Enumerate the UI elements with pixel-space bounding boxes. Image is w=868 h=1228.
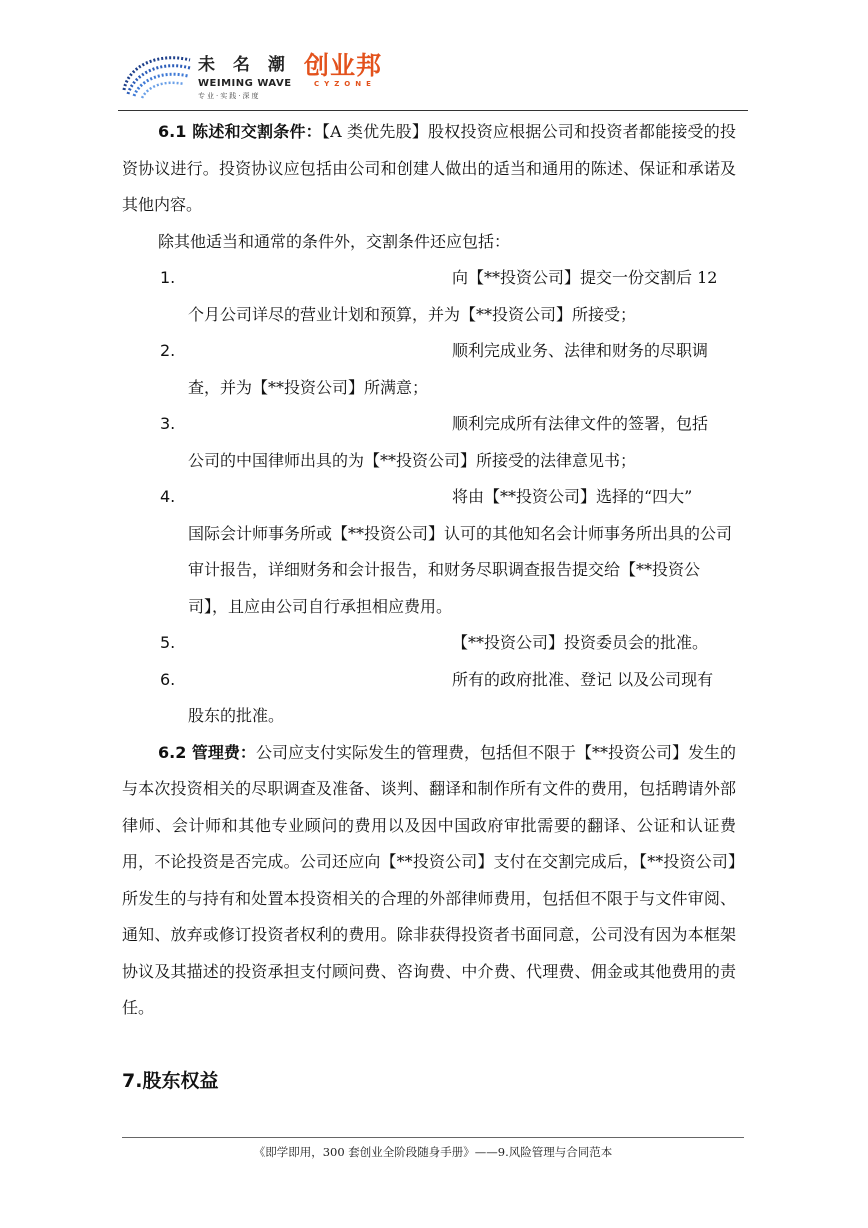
item-number: 6. [160, 669, 176, 689]
page-footer: 《即学即用，300 套创业全阶段随身手册》——9.风险管理与合同范本 [122, 1137, 744, 1160]
item-number: 3. [160, 414, 176, 433]
weiming-en: WEIMING WAVE [198, 78, 292, 89]
item-rest: 公司的中国律师出具的为【**投资公司】所接受的法律意见书； [188, 450, 637, 470]
section-7-heading: 7.股东权益 [122, 1070, 219, 1092]
list-item [122, 662, 736, 735]
item-first-line: 向【**投资公司】提交一份交割后 12 [452, 268, 718, 287]
section-6-1-label: 6.1 陈述和交割条件： [158, 122, 322, 141]
weiming-wave-wordmark [198, 50, 298, 101]
item-first-line: 【**投资公司】投资委员会的批准。 [452, 633, 709, 652]
cyzone-en: CYZONE [314, 80, 376, 88]
cyzone-cn: 创业邦 [304, 51, 383, 80]
section-6-2-label: 6.2 管理费： [158, 742, 256, 762]
item-first-line: 将由【**投资公司】选择的“四大” [452, 487, 693, 506]
item-rest: 个月公司详尽的营业计划和预算，并为【**投资公司】所接受； [188, 304, 637, 324]
document-body [122, 114, 736, 1027]
item-first-line: 所有的政府批准、登记 以及公司现有 [452, 669, 714, 689]
weiming-slogan: 专业·实践·深度 [198, 92, 261, 100]
list-item [122, 406, 736, 479]
item-rest: 查，并为【**投资公司】所满意； [188, 377, 429, 397]
item-number: 4. [160, 487, 176, 506]
cyzone-logo [304, 52, 382, 88]
list-item [122, 260, 736, 333]
item-number: 1. [160, 268, 176, 287]
item-number: 2. [160, 341, 176, 360]
section-6-1 [122, 114, 736, 224]
list-item [122, 625, 736, 662]
item-first-line: 顺利完成所有法律文件的签署，包括 [452, 414, 709, 433]
section-6-1-text: 【A 类优先股】股权投资应根据公司和投资者都能接受的投资协议进行。投资协议应包括由公司和创建人做出的适当和通用的陈述、保证和承诺及其他内容。 [122, 122, 736, 214]
conditions-intro: 除其他适当和通常的条件外，交割条件还应包括： [158, 231, 511, 251]
list-item [122, 333, 736, 406]
page-header [118, 46, 748, 111]
list-item [122, 479, 736, 625]
section-6-2 [122, 735, 736, 1027]
item-number: 5. [160, 633, 176, 652]
weiming-wave-logo-icon [118, 46, 198, 102]
item-rest: 国际会计师事务所或【**投资公司】认可的其他知名会计师事务所出具的公司审计报告，详细财务和会计报告，和财务尽职调查报告提交给【**投资公司】，且应由公司自行承担相应费用。 [188, 523, 733, 616]
item-first-line: 顺利完成业务、法律和财务的尽职调 [452, 341, 709, 360]
weiming-cn: 未 名 潮 [198, 55, 291, 75]
section-6-2-text: 公司应支付实际发生的管理费，包括但不限于【**投资公司】发生的与本次投资相关的尽职调查及准备、谈判、翻译和制作所有文件的费用，包括聘请外部律师、会计师和其他专业顾问的费用以及因中国政府审批需要的翻译、公证和认证费用，不论投资是否完成。公司还应向【**投资公司】支付在交割完成后，【**投资公司】所发生的与持有和处置本投资相关的合理的外部律师费用，包括但不限于与文件审阅、通知、放弃或修订投资者权利的费用。除非获得投资者书面同意，公司没有因为本框架协议及其描述的投资承担支付顾问费、咨询费、中介费、代理费、佣金或其他费用的责任。 [122, 742, 736, 1017]
item-rest: 股东的批准。 [188, 706, 285, 725]
